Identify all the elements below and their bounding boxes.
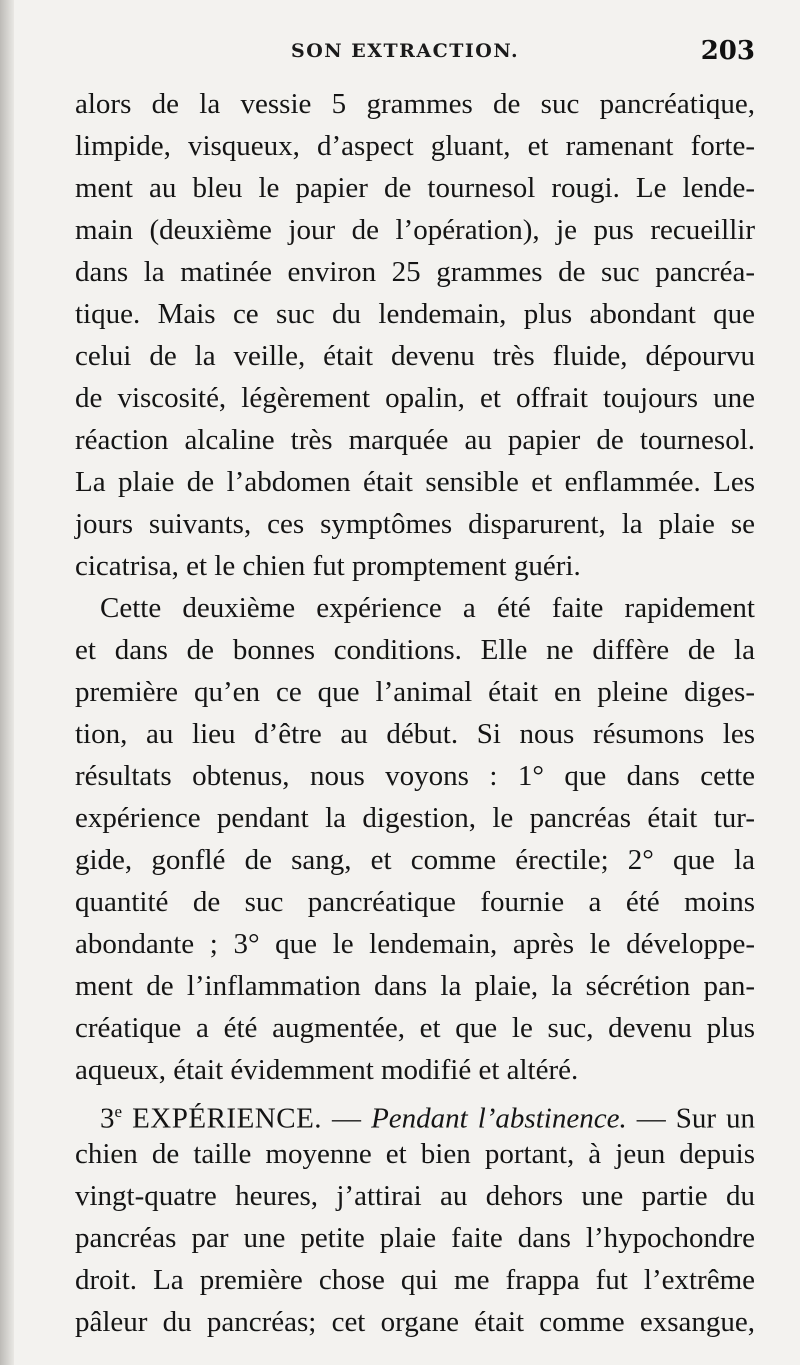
page-gutter-shadow: [0, 0, 14, 1365]
text-line: première qu’en ce que l’animal était en pleine diges-: [75, 676, 755, 708]
page-number: 203: [700, 36, 755, 66]
text-line: cicatrisa, et le chien fut promptement guéri.: [75, 550, 581, 582]
section-number-suffix: e: [114, 1102, 123, 1121]
text-line: tique. Mais ce suc du lendemain, plus abondant que: [75, 298, 755, 330]
text-line: ment au bleu le papier de tournesol rougi. Le lende-: [75, 172, 755, 204]
text-line: La plaie de l’abdomen était sensible et enflammée. Les: [75, 466, 755, 498]
section-heading-continuation: — Sur un: [626, 1102, 756, 1135]
running-title: SON EXTRACTION.: [291, 40, 520, 62]
text-line: Cette deuxième expérience a été faite rapidement: [100, 592, 755, 624]
page-header: [75, 36, 755, 76]
section-subtitle: Pendant l’abstinence.: [371, 1102, 627, 1135]
section-dash: —: [322, 1102, 372, 1135]
text-line: celui de la veille, était devenu très fluide, dépourvu: [75, 340, 755, 372]
text-line: limpide, visqueux, d’aspect gluant, et ramenant forte-: [75, 130, 755, 162]
text-line: de viscosité, légèrement opalin, et offrait toujours une: [75, 382, 755, 414]
text-line: pancréas par une petite plaie faite dans l’hypochondre: [75, 1222, 755, 1254]
text-line: vingt-quatre heures, j’attirai au dehors une partie du: [75, 1180, 755, 1212]
text-line: jours suivants, ces symptômes disparurent, la plaie se: [75, 508, 755, 540]
text-line: expérience pendant la digestion, le pancréas était tur-: [75, 802, 755, 834]
text-line: pâleur du pancréas; cet organe était comme exsangue,: [75, 1306, 755, 1338]
section-heading: EXPÉRIENCE.: [132, 1102, 323, 1135]
text-line: droit. La première chose qui me frappa fut l’extrême: [75, 1264, 755, 1296]
section-heading-line: [100, 1092, 756, 1135]
text-line: dans la matinée environ 25 grammes de suc pancréa-: [75, 256, 755, 288]
text-line: quantité de suc pancréatique fournie a été moins: [75, 886, 755, 918]
text-line: gide, gonflé de sang, et comme érectile; 2° que la: [75, 844, 755, 876]
text-line: aqueux, était évidemment modifié et altéré.: [75, 1054, 579, 1086]
text-line: chien de taille moyenne et bien portant, à jeun depuis: [75, 1138, 755, 1170]
text-line: alors de la vessie 5 grammes de suc pancréatique,: [75, 88, 755, 120]
text-line: ment de l’inflammation dans la plaie, la sécrétion pan-: [75, 970, 755, 1002]
section-number: 3: [100, 1102, 115, 1135]
text-line: résultats obtenus, nous voyons : 1° que dans cette: [75, 760, 755, 792]
text-line: créatique a été augmentée, et que le suc, devenu plus: [75, 1012, 755, 1044]
text-line: et dans de bonnes conditions. Elle ne diffère de la: [75, 634, 755, 666]
text-line: abondante ; 3° que le lendemain, après le développe-: [75, 928, 755, 960]
text-line: main (deuxième jour de l’opération), je pus recueillir: [75, 214, 755, 246]
text-line: tion, au lieu d’être au début. Si nous résumons les: [75, 718, 755, 750]
text-line: réaction alcaline très marquée au papier de tournesol.: [75, 424, 755, 456]
